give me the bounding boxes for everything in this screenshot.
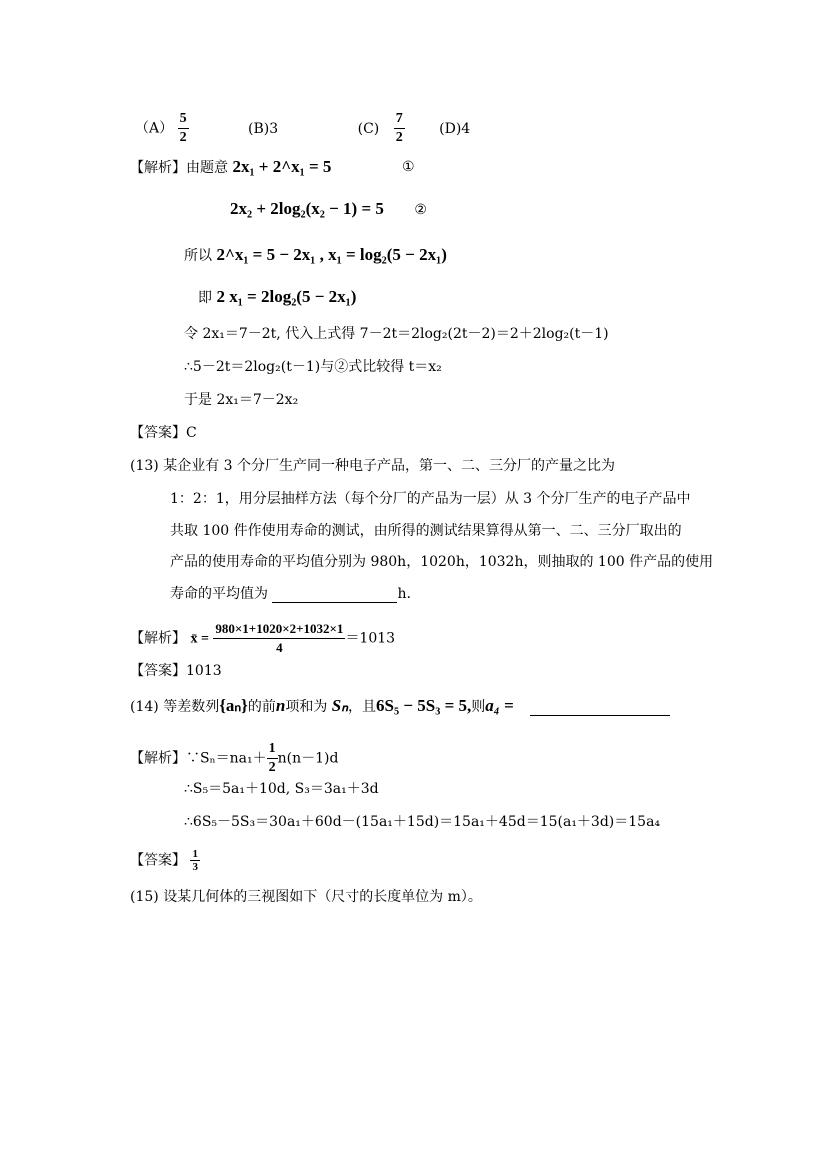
text: 所以 bbox=[184, 248, 212, 264]
text: 的前 bbox=[247, 699, 276, 715]
q12-analysis-line3 bbox=[184, 246, 447, 265]
denominator: 2 bbox=[395, 130, 403, 145]
q13-line2: 1：2：1，用分层抽样方法（每个分厂的产品为一层）从 3 个分厂生产的电子产品中 bbox=[170, 491, 691, 507]
equation: 2 x₁ = 2log₂(5 − 2x₁) bbox=[216, 287, 357, 306]
text: ∵Sₙ＝na₁＋ bbox=[186, 750, 267, 767]
option-d: (D)4 bbox=[439, 120, 471, 137]
denominator: 2 bbox=[179, 130, 187, 145]
equation-1: 2x₁ + 2^x₁ = 5 bbox=[232, 157, 332, 176]
answer-blank bbox=[530, 701, 670, 716]
numerator: 7 bbox=[394, 110, 405, 129]
q12-answer bbox=[130, 424, 197, 442]
q14-analysis-line2: ∴S₅＝5a₁＋10d, S₃＝3a₁＋3d bbox=[184, 781, 379, 797]
answer-tag: 【答案】 bbox=[130, 425, 186, 441]
answer-tag: 【答案】 bbox=[130, 852, 186, 869]
q13-line5 bbox=[170, 585, 411, 603]
q12-analysis-line2 bbox=[230, 200, 427, 219]
q14-answer bbox=[130, 848, 200, 873]
analysis-tag: 【解析】 bbox=[130, 160, 186, 176]
variable-sn: Sₙ bbox=[331, 696, 349, 715]
answer-tag: 【答案】 bbox=[130, 663, 186, 679]
equation-mark-1: ① bbox=[402, 159, 415, 175]
option-b: (B)3 bbox=[248, 120, 279, 137]
q13-analysis bbox=[130, 620, 395, 657]
equation-mark-2: ② bbox=[414, 202, 427, 218]
equation-2: 2x₂ + 2log₂(x₂ − 1) = 5 bbox=[230, 199, 384, 218]
q13-answer bbox=[130, 662, 222, 680]
q12-analysis-line1 bbox=[130, 157, 415, 177]
q12-analysis-line4 bbox=[198, 288, 356, 307]
numerator: 5 bbox=[178, 110, 189, 129]
answer-value: C bbox=[186, 425, 197, 441]
q13-line1: (13) 某企业有 3 个分厂生产同一种电子产品，第一、二、三分厂的产量之比为 bbox=[130, 458, 615, 474]
denominator: 3 bbox=[192, 861, 198, 873]
numerator: 1 bbox=[267, 740, 278, 759]
text: 项和为 bbox=[285, 699, 328, 715]
answer-blank bbox=[272, 588, 397, 603]
result: ＝1013 bbox=[345, 630, 396, 647]
q14-analysis-line1 bbox=[130, 740, 338, 777]
variable-a4: a₄ = bbox=[485, 696, 514, 715]
option-c-label: (C) bbox=[357, 120, 380, 137]
text: 即 bbox=[198, 290, 212, 306]
text: 由题意 bbox=[186, 160, 228, 176]
denominator: 4 bbox=[276, 640, 283, 655]
variable-n: n bbox=[275, 696, 286, 715]
denominator: 2 bbox=[268, 760, 276, 775]
half-fraction bbox=[267, 740, 278, 777]
q14-analysis-line3: ∴6S₅－5S₃＝30a₁＋60d－(15a₁＋15d)＝15a₁＋45d＝15(a₁＋3d)＝15a₄ bbox=[184, 814, 661, 830]
sequence: {aₙ} bbox=[219, 696, 248, 715]
q12-analysis-line5: 令 2x₁＝7－2t, 代入上式得 7－2t＝2log₂(2t－2)＝2＋2log₂(t－1) bbox=[184, 326, 609, 342]
q15-line1: (15) 设某几何体的三视图如下（尺寸的长度单位为 m）。 bbox=[130, 889, 482, 905]
text: 则 bbox=[471, 699, 486, 715]
q12-analysis-line6: ∴5－2t＝2log₂(t－1)与②式比较得 t＝x₂ bbox=[184, 359, 442, 375]
equation: 2^x₁ = 5 − 2x₁ , x₁ = log₂(5 − 2x₁) bbox=[216, 245, 447, 264]
q13-line3: 共取 100 件作使用寿命的测试，由所得的测试结果算得从第一、二、三分厂取出的 bbox=[170, 523, 682, 539]
option-a-fraction bbox=[178, 110, 189, 147]
unit: h. bbox=[397, 586, 411, 602]
answer-value: 1013 bbox=[186, 663, 222, 679]
q12-options bbox=[135, 110, 470, 147]
text: 寿命的平均值为 bbox=[170, 586, 268, 602]
q12-analysis-line7: 于是 2x₁＝7－2x₂ bbox=[184, 392, 299, 408]
analysis-tag: 【解析】 bbox=[130, 750, 186, 767]
numerator: 980×1+1020×2+1032×1 bbox=[213, 620, 345, 639]
mean-symbol: x̄ = bbox=[190, 631, 209, 647]
mean-fraction bbox=[213, 620, 345, 657]
q14-line1 bbox=[130, 697, 670, 716]
condition: 6S₅ − 5S₃ = 5, bbox=[376, 696, 472, 715]
answer-fraction bbox=[190, 848, 200, 873]
text: (14) 等差数列 bbox=[130, 699, 220, 715]
text: ，且 bbox=[348, 699, 377, 715]
analysis-tag: 【解析】 bbox=[130, 630, 186, 647]
numerator: 1 bbox=[192, 848, 198, 860]
text: n(n－1)d bbox=[277, 750, 339, 767]
option-a-label: （A） bbox=[135, 120, 174, 137]
option-c-fraction bbox=[394, 110, 405, 147]
q13-line4: 产品的使用寿命的平均值分别为 980h，1020h，1032h，则抽取的 100 件产品的使用 bbox=[170, 554, 714, 570]
